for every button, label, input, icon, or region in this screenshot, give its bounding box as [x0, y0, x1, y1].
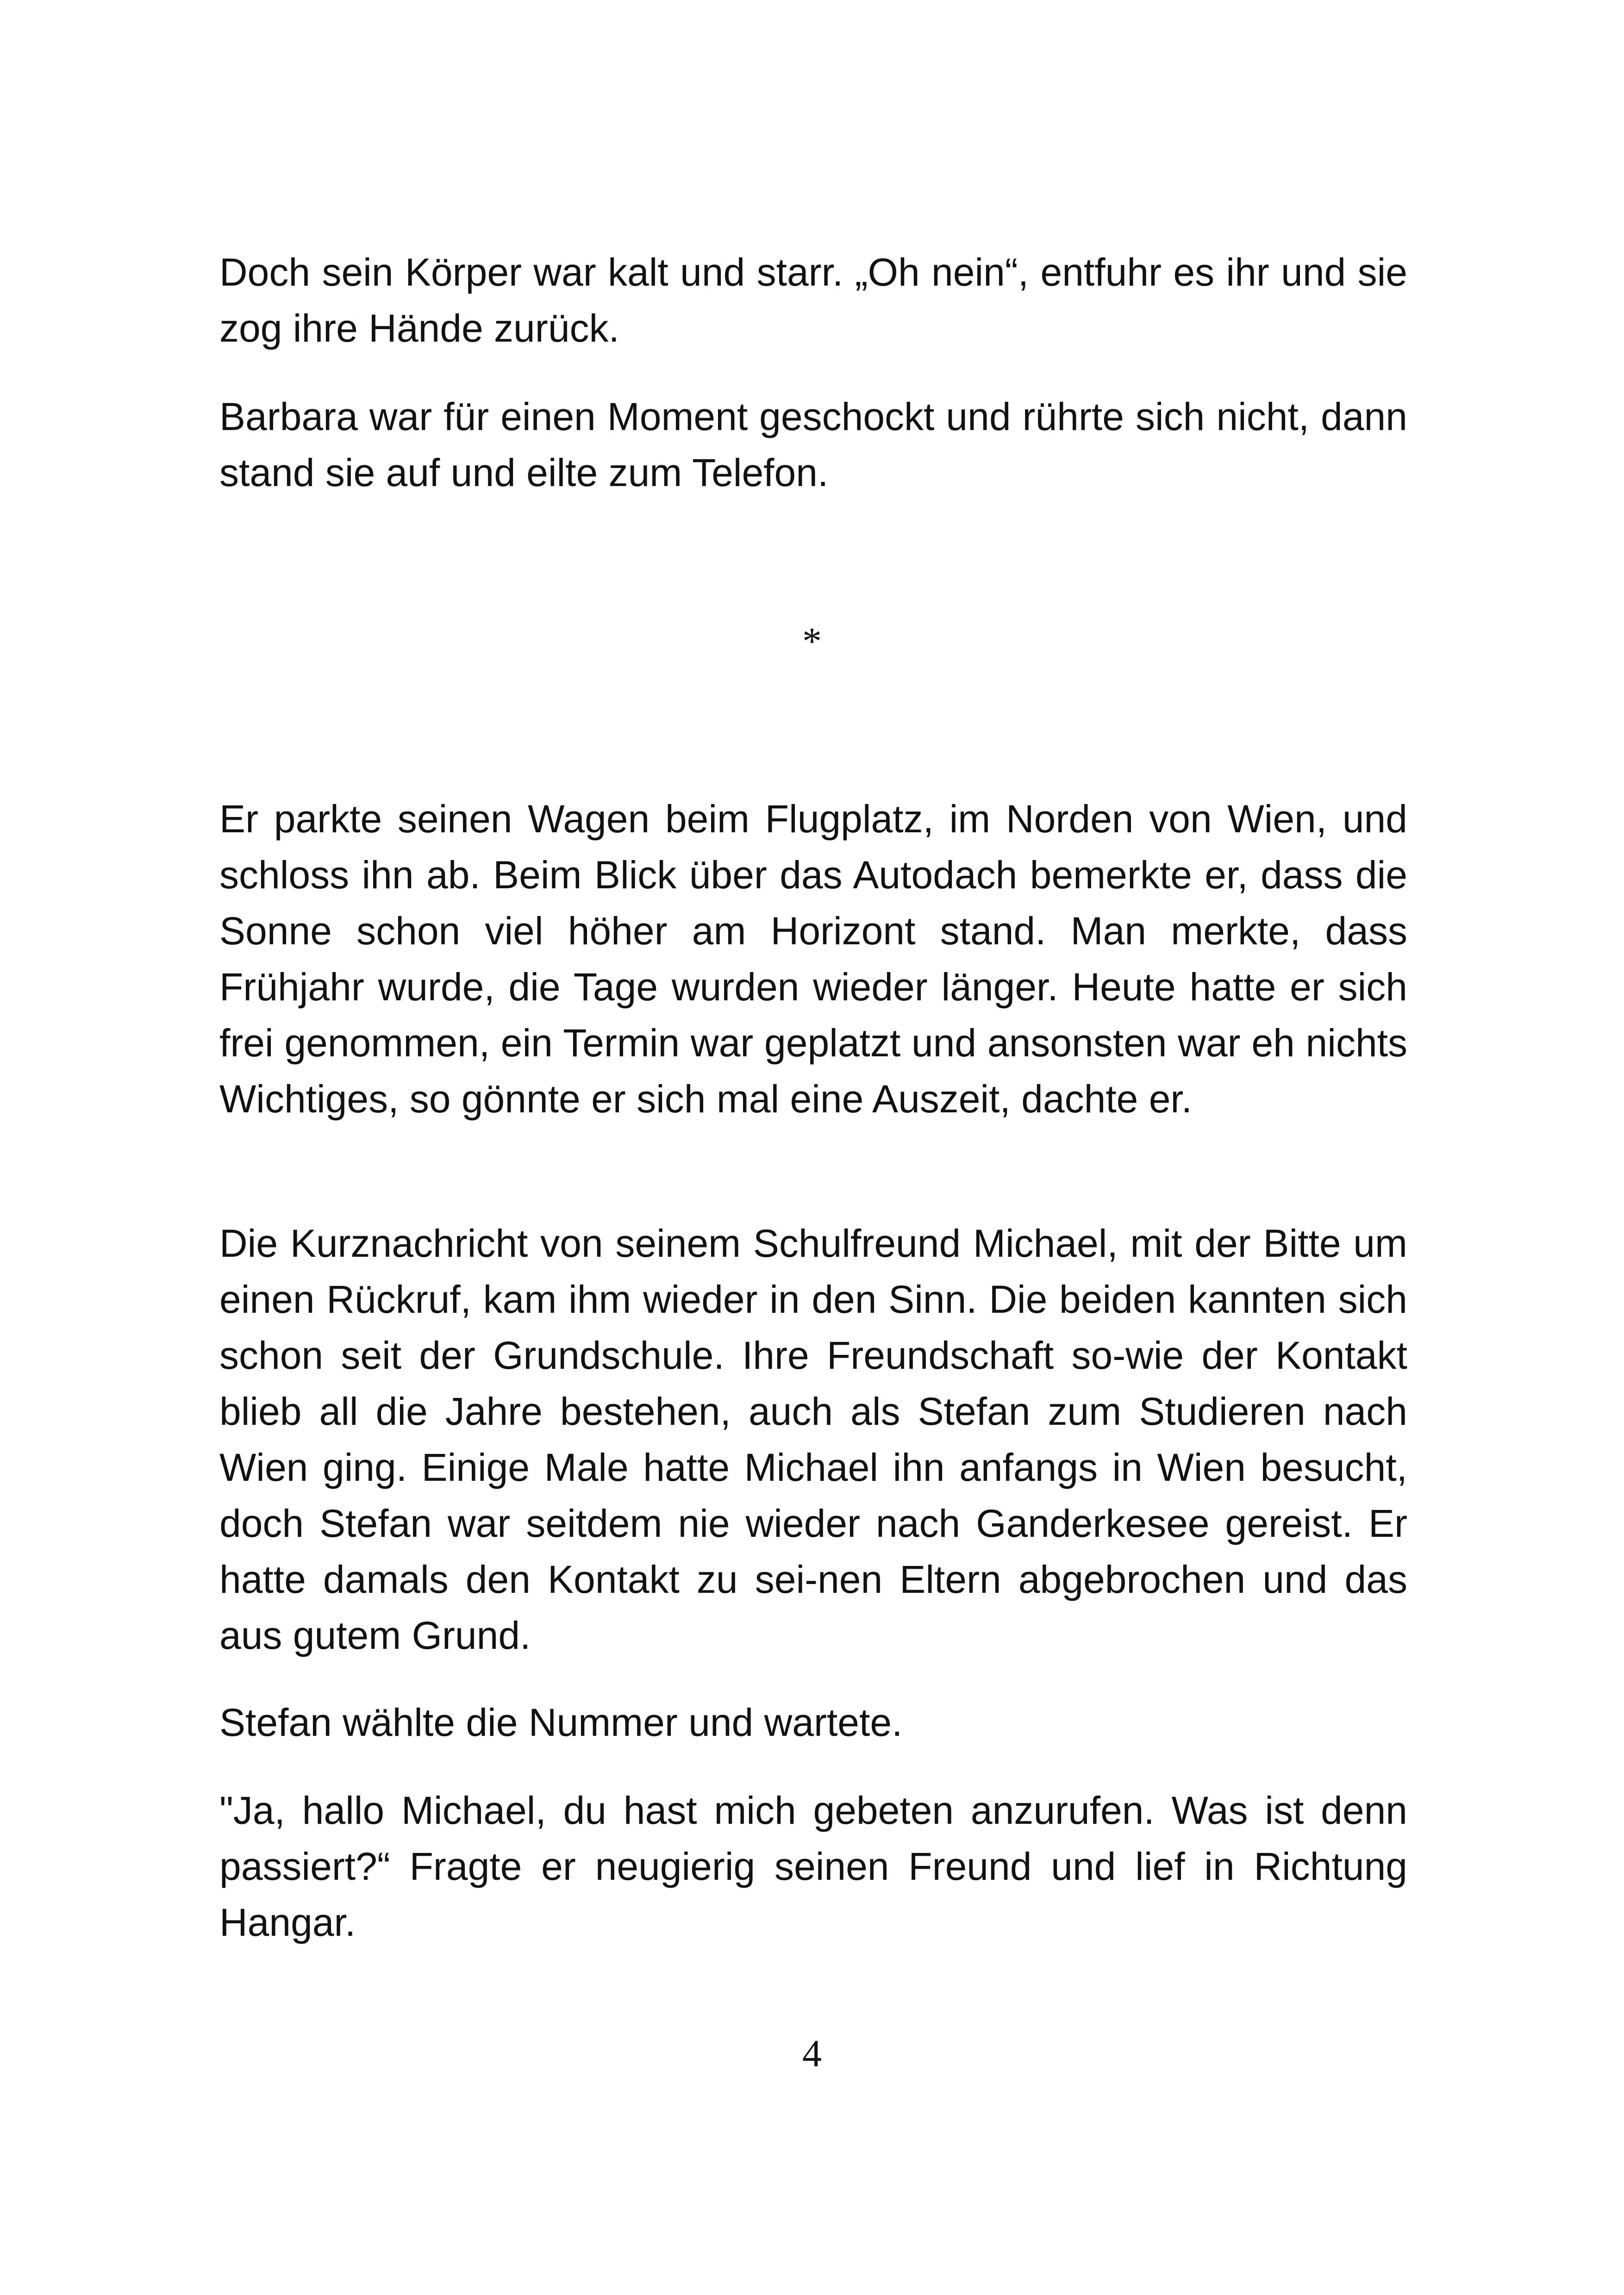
paragraph-6: "Ja, hallo Michael, du hast mich gebeten anzurufen. Was ist denn passiert?“ Fragte er neugierig seinen Freund und lief in Richtung Hangar. — [219, 1789, 1407, 1944]
section-separator: * — [802, 620, 822, 663]
paragraph-1: Doch sein Körper war kalt und starr. „Oh nein“, entfuhr es ihr und sie zog ihre Hände zurück. — [219, 250, 1407, 350]
paragraph-5: Stefan wählte die Nummer und wartete. — [219, 1701, 903, 1744]
paragraph-3: Er parkte seinen Wagen beim Flugplatz, im Norden von Wien, und schloss ihn ab. Beim Blick über das Autodach bemerkte er, dass die Sonne schon viel höher am Horizont stand. Man merkte, dass Frühjahr wurde, die Tage wurden wieder länger. Heute hatte er sich frei genommen, ein Termin war geplatzt und ansonsten war eh nichts Wichtiges, so gönnte er sich mal eine Auszeit, dachte er. — [219, 797, 1407, 1121]
paragraph-2: Barbara war für einen Moment geschockt und rührte sich nicht, dann stand sie auf und eilte zum Telefon. — [219, 395, 1407, 494]
paragraph-4: Die Kurznachricht von seinem Schulfreund Michael, mit der Bitte um einen Rückruf, kam ihm wieder in den Sinn. Die beiden kannten sich schon seit der Grundschule. Ihre Freundschaft so-wie der Kontakt blieb all die Jahre bestehen, auch als Stefan zum Studieren nach Wien ging. Einige Male hatte Michael ihn anfangs in Wien besucht, doch Stefan war seitdem nie wieder nach Ganderkesee gereist. Er hatte damals den Kontakt zu sei-nen Eltern abgebrochen und das aus gutem Grund. — [219, 1222, 1407, 1657]
page-number: 4 — [802, 2032, 822, 2075]
